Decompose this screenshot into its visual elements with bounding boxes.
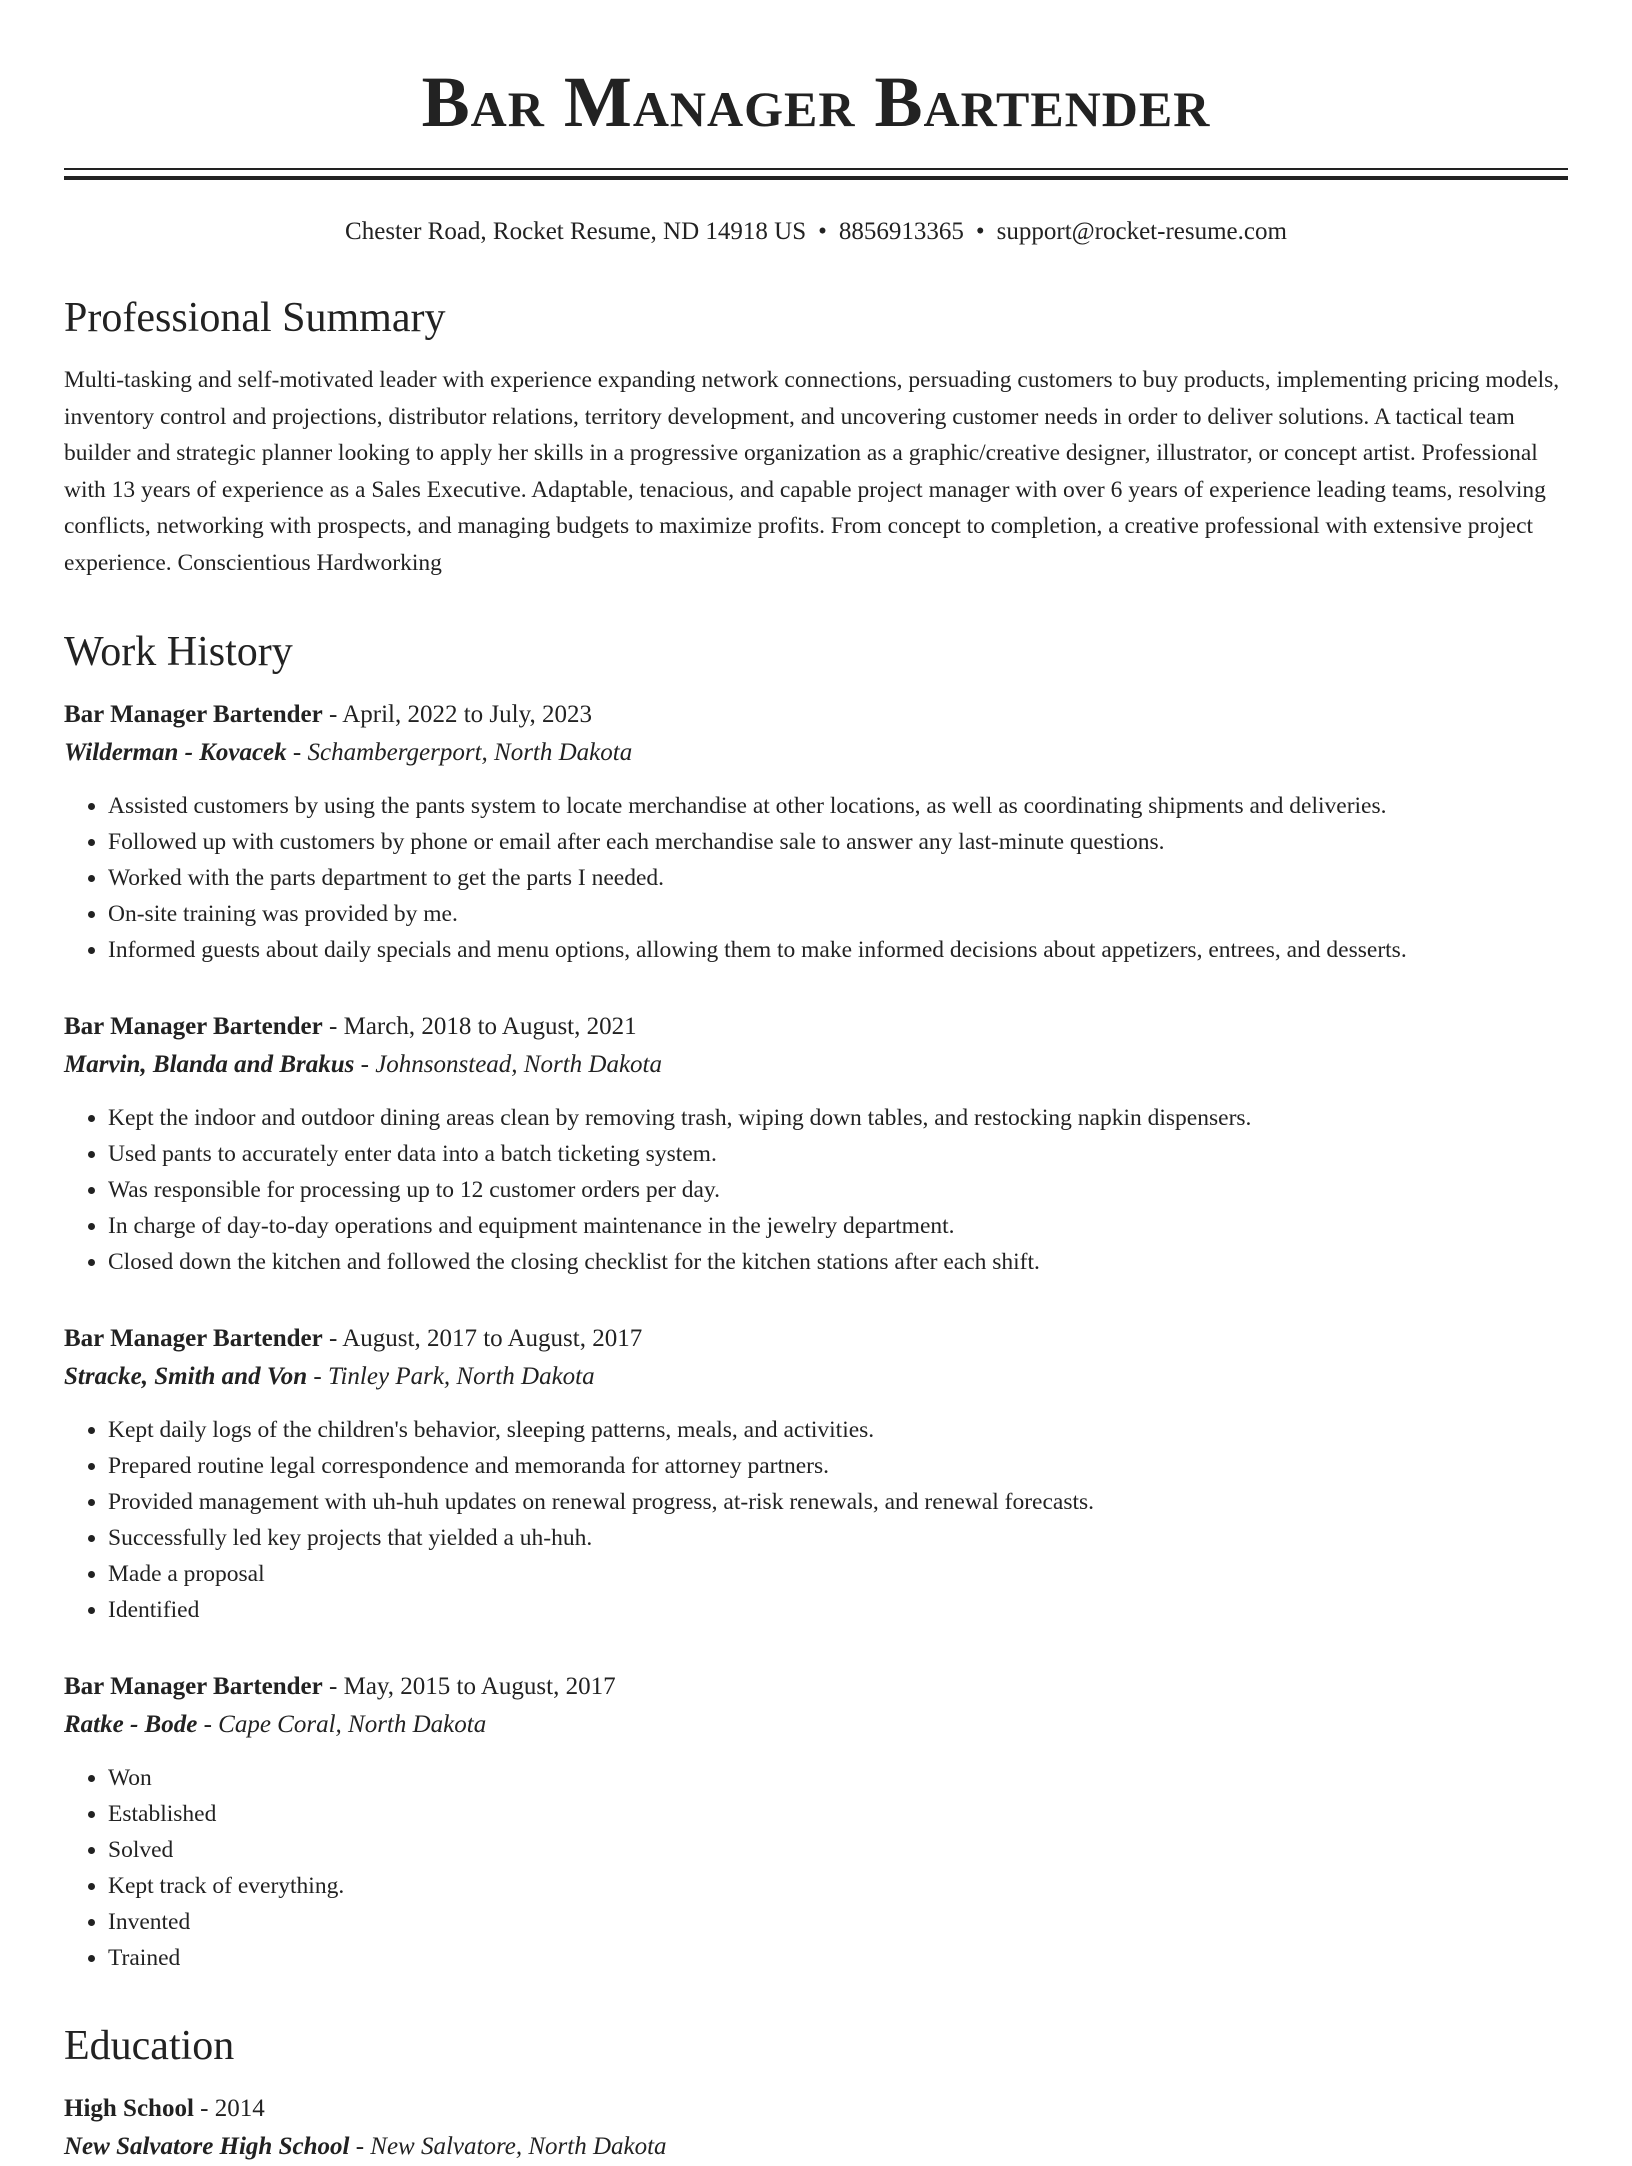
job-bullet: • Prepared routine legal correspondence and memoranda for attorney partners. xyxy=(108,1448,1568,1484)
job-location: - Cape Coral, North Dakota xyxy=(197,1710,487,1738)
job-bullet: • Closed down the kitchen and followed the closing checklist for the kitchen stations after each shift. xyxy=(108,1244,1568,1280)
job-company-line xyxy=(64,1358,1568,1396)
education-year: - 2014 xyxy=(193,2094,265,2122)
job-title: Bar Manager Bartender xyxy=(64,1324,323,1352)
job-location: - Johnsonstead, North Dakota xyxy=(354,1050,662,1078)
job-bullet: • Successfully led key projects that yielded a uh-huh. xyxy=(108,1520,1568,1556)
contact-separator: • xyxy=(975,218,985,245)
job-location: - Tinley Park, North Dakota xyxy=(307,1362,595,1390)
job-dates: - May, 2015 to August, 2017 xyxy=(322,1672,616,1700)
job-bullets xyxy=(64,1760,1568,1976)
summary-text: Multi-tasking and self-motivated leader with experience expanding network connections, persuading customers to buy products, implementing pricing models, inventory control and projections, distributor relations, territory development, and uncovering customer needs in order to deliver solutions. A tactical team builder and strategic planner looking to apply her skills in a progressive organization as a graphic/creative designer, illustrator, or concept artist. Professional with 13 years of experience as a Sales Executive. Adaptable, tenacious, and capable project manager with over 6 years of experience leading teams, resolving conflicts, networking with prospects, and managing budgets to maximize profits. From concept to completion, a creative professional with extensive project experience. Conscientious Hardworking xyxy=(64,367,1560,576)
education-school: New Salvatore High School xyxy=(64,2132,350,2160)
job-bullets xyxy=(64,788,1568,968)
job-title-line xyxy=(64,1668,1568,1706)
job-title-line xyxy=(64,696,1568,734)
education-location: - New Salvatore, North Dakota xyxy=(349,2132,667,2160)
job-bullet: • Invented xyxy=(108,1904,1568,1940)
job-title-line xyxy=(64,1008,1568,1046)
job-company-line xyxy=(64,1706,1568,1744)
education-school-line xyxy=(64,2128,1568,2166)
job-bullet: • Solved xyxy=(108,1832,1568,1868)
work-history-heading: Work History xyxy=(64,628,293,675)
job-company-line xyxy=(64,1046,1568,1084)
job-company: Marvin, Blanda and Brakus xyxy=(64,1050,355,1078)
contact-address: Chester Road, Rocket Resume, ND 14918 US xyxy=(345,218,807,245)
job-dates: - April, 2022 to July, 2023 xyxy=(322,700,592,728)
job-bullet: • Followed up with customers by phone or email after each merchandise sale to answer any last-minute questions. xyxy=(108,824,1568,860)
job-company: Stracke, Smith and Von xyxy=(64,1362,308,1390)
job-title: Bar Manager Bartender xyxy=(64,700,323,728)
job-bullet: • Identified xyxy=(108,1592,1568,1628)
contact-separator: • xyxy=(818,218,827,245)
job-bullet: • Won xyxy=(108,1760,1568,1796)
job-bullet: • Kept daily logs of the children's behavior, sleeping patterns, meals, and activities. xyxy=(108,1412,1568,1448)
job-bullet: • Kept the indoor and outdoor dining areas clean by removing trash, wiping down tables, and restocking napkin dispensers. xyxy=(108,1100,1568,1136)
job-bullets xyxy=(64,1412,1568,1628)
job-bullet: • On-site training was provided by me. xyxy=(108,896,1568,932)
summary-heading: Professional Summary xyxy=(64,295,446,341)
job-bullet: • Made a proposal xyxy=(108,1556,1568,1592)
education-heading: Education xyxy=(64,2022,235,2069)
education-degree-line xyxy=(64,2090,1568,2128)
education-entry xyxy=(64,2090,1568,2166)
contact-line xyxy=(64,216,1568,248)
job-location: - Schambergerport, North Dakota xyxy=(286,738,633,766)
job-dates: - March, 2018 to August, 2021 xyxy=(322,1012,637,1040)
job-title: Bar Manager Bartender xyxy=(64,1012,323,1040)
job-bullet: • Provided management with uh-huh updates on renewal progress, at-risk renewals, and renewal forecasts. xyxy=(108,1484,1568,1520)
job-bullet: • Trained xyxy=(108,1940,1568,1976)
job-entry xyxy=(64,696,1568,968)
education-degree: High School xyxy=(64,2094,194,2122)
job-bullet: • Kept track of everything. xyxy=(108,1868,1568,1904)
job-dates: - August, 2017 to August, 2017 xyxy=(322,1324,643,1352)
job-company-line xyxy=(64,734,1568,772)
job-entry xyxy=(64,1668,1568,1976)
candidate-name: Bar Manager Bartender xyxy=(421,62,1211,142)
job-bullet: • In charge of day-to-day operations and equipment maintenance in the jewelry department. xyxy=(108,1208,1568,1244)
job-bullet: • Informed guests about daily specials and menu options, allowing them to make informed decisions about appetizers, entrees, and desserts. xyxy=(108,932,1568,968)
job-entry xyxy=(64,1008,1568,1280)
job-bullets xyxy=(64,1100,1568,1280)
job-title-line xyxy=(64,1320,1568,1358)
contact-email: support@rocket-resume.com xyxy=(996,218,1287,245)
job-bullet: • Was responsible for processing up to 12 customer orders per day. xyxy=(108,1172,1568,1208)
contact-phone: 8856913365 xyxy=(838,218,964,245)
job-title: Bar Manager Bartender xyxy=(64,1672,323,1700)
header-divider xyxy=(64,168,1568,180)
job-bullet: • Used pants to accurately enter data into a batch ticketing system. xyxy=(108,1136,1568,1172)
job-company: Ratke - Bode xyxy=(64,1710,198,1738)
job-bullet: • Established xyxy=(108,1796,1568,1832)
job-bullet: • Assisted customers by using the pants system to locate merchandise at other locations, as well as coordinating shipments and deliveries. xyxy=(108,788,1568,824)
job-bullet: • Worked with the parts department to get the parts I needed. xyxy=(108,860,1568,896)
job-entry xyxy=(64,1320,1568,1628)
job-company: Wilderman - Kovacek xyxy=(64,738,287,766)
